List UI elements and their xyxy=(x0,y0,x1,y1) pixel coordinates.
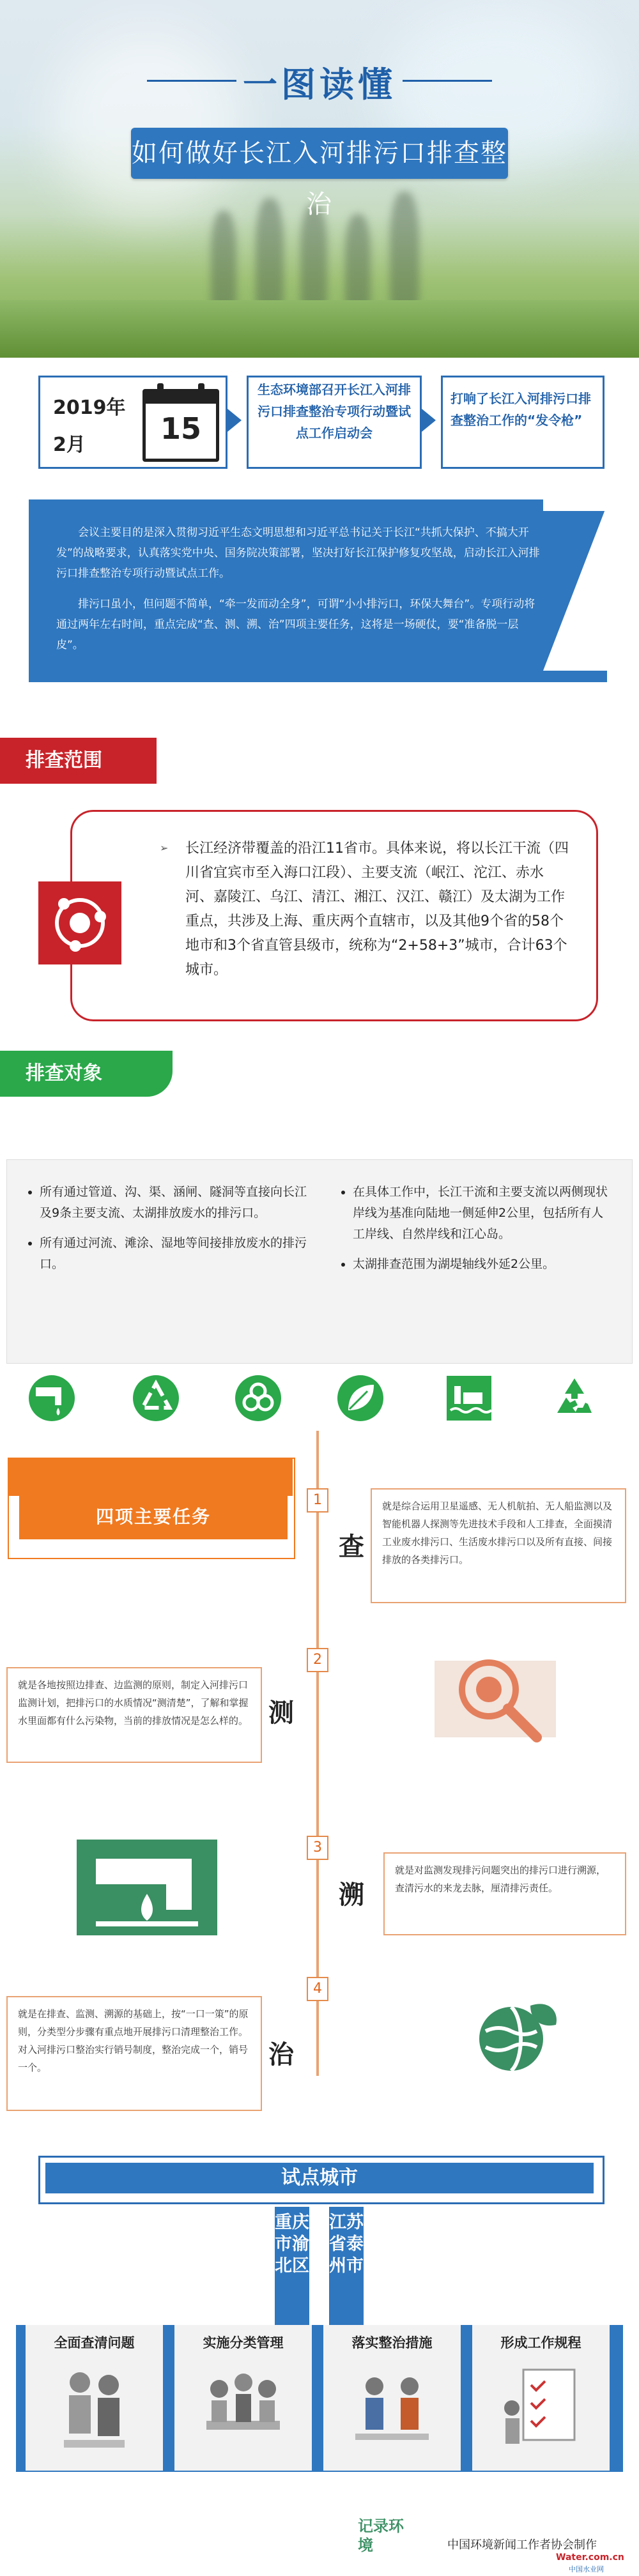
globe-leaf-icon xyxy=(466,1993,562,2082)
objects-left-list xyxy=(26,1182,307,1284)
pilot-card xyxy=(174,2325,312,2471)
list-item: • 所有通过河流、滩涂、湿地等间接排放废水的排污口。 xyxy=(40,1233,307,1275)
range-text: 长江经济带覆盖的沿江11省市。具体来说，将以长江干流（四川省宜宾市至入海口江段）、主要支流（岷江、沱江、赤水河、嘉陵江、乌江、清江、湘江、汉江、赣江）及太湖为工作重点，共涉及上海、重庆两个直辖市，以及其他9个省的58个地市和3个省直管县级市，统称为“2+58+3”城市，合计63个城市。 xyxy=(185,841,569,978)
arrow-right-icon xyxy=(422,409,436,432)
meeting-box xyxy=(247,376,422,469)
task-text: 就是各地按照边排查、边监测的原则，制定入河排污口监测计划，把排污口的水质情况“测清楚”，了解和掌握水里面都有什么污染物，当前的排放情况是怎么样的。 xyxy=(18,1679,249,1726)
intro-text xyxy=(56,522,542,666)
section-tag-objects xyxy=(0,1051,173,1097)
recycle-triangle-icon xyxy=(131,1373,181,1423)
task-number: 4 xyxy=(307,1977,328,2001)
pilot-card xyxy=(323,2325,461,2471)
tag-arrow xyxy=(131,738,157,784)
task-char: 测 xyxy=(268,1698,294,1728)
date-day: 15 xyxy=(160,411,201,446)
task-char: 查 xyxy=(339,1532,364,1562)
footer-credit: 中国环境新闻工作者协会制作 xyxy=(447,2538,597,2552)
watermark-text: Water.com.cn xyxy=(556,2552,624,2563)
task-box-govern xyxy=(6,1996,262,2111)
city-label: 江苏省泰州市 xyxy=(329,2213,364,2276)
meeting-text: 生态环境部召开长江入河排污口排查整治专项行动暨试点工作启动会 xyxy=(258,382,411,441)
task-number: 3 xyxy=(307,1836,328,1860)
subtitle-banner xyxy=(131,128,508,219)
bullet-arrow-icon: ➢ xyxy=(160,842,169,854)
task-box-check xyxy=(371,1488,626,1603)
pilot-card-title: 落实整治措施 xyxy=(351,2335,433,2351)
launch-text: 打响了长江入河排污口排查整治工作的“发令枪” xyxy=(450,391,591,428)
watermark-subtext: 中国水业网 xyxy=(569,2565,604,2573)
task-box-trace xyxy=(383,1852,626,1935)
pipe-outlet-icon xyxy=(27,1373,77,1423)
tasks-title: 四项主要任务 xyxy=(19,1495,288,1539)
intro-paragraph: 会议主要目的是深入贯彻习近平生态文明思想和习近平总书记关于长江“共抓大保护、不搞大开发”的战略要求，认真落实党中央、国务院决策部署，坚决打好长江保护修复攻坚战，启动长江入河排污口排查整治专项行动暨试点工作。 xyxy=(56,526,540,580)
biohazard-icon xyxy=(233,1373,283,1423)
task-char: 治 xyxy=(268,2040,294,2069)
pilot-card xyxy=(26,2325,163,2471)
task-number: 2 xyxy=(307,1648,328,1672)
section-tag-label: 排查对象 xyxy=(26,1062,102,1085)
list-item: • 太湖排查范围为湖堤轴线外延2公里。 xyxy=(353,1254,613,1275)
section-tag-label: 排查范围 xyxy=(26,749,102,772)
checklist-icon xyxy=(498,2363,584,2462)
task-text: 就是综合运用卫星遥感、无人机航拍、无人船监测以及智能机器人探测等先进技术手段和人工排查，全面摸清工业废水排污口、生活废水排污口以及所有直接、间接排放的各类排污口。 xyxy=(382,1500,613,1566)
page-title: 一图读懂 xyxy=(243,65,396,105)
pilot-card xyxy=(472,2325,610,2471)
launch-box xyxy=(441,376,604,469)
pilot-title-bar xyxy=(38,2156,604,2204)
pilot-title: 试点城市 xyxy=(45,2163,594,2193)
list-item: • 所有通过管道、沟、渠、涵闸、隧洞等直接向长江及9条主要支流、太湖排放废水的排污口。 xyxy=(40,1182,307,1224)
intro-tab xyxy=(29,499,543,511)
date-year: 2019年 xyxy=(53,397,126,419)
pilot-card-title: 实施分类管理 xyxy=(203,2335,284,2351)
meeting-people-icon xyxy=(200,2363,286,2462)
task-box-measure xyxy=(6,1667,262,1763)
page-subtitle: 如何做好长江入河排污口排查整治 xyxy=(132,139,507,219)
water-drop-icon xyxy=(77,1840,217,1935)
pilot-city-yubei xyxy=(275,2207,309,2341)
list-item: • 在具体工作中，长江干流和主要支流以两侧现状岸线为基准向陆地一侧延伸2公里，包括所有人工岸线、自然岸线和江心岛。 xyxy=(353,1182,613,1245)
workers-icon xyxy=(349,2363,435,2462)
intro-corner-cut xyxy=(543,505,607,671)
task-char: 溯 xyxy=(339,1880,364,1910)
tasks-title-top xyxy=(8,1458,293,1496)
factory-water-icon xyxy=(444,1373,494,1423)
footer-logo: 记录环境 xyxy=(358,2517,404,2554)
task-text: 就是对监测发现排污问题突出的排污口进行溯源，查清污水的来龙去脉，厘清排污责任。 xyxy=(395,1864,606,1894)
magnifier-icon xyxy=(435,1648,556,1750)
date-month: 2月 xyxy=(53,434,86,456)
leaf-icon xyxy=(335,1373,385,1423)
arrow-right-icon xyxy=(227,409,242,432)
target-icon xyxy=(38,881,121,964)
objects-right-list xyxy=(339,1182,613,1284)
pilot-card-title: 全面查清问题 xyxy=(54,2335,135,2351)
task-number: 1 xyxy=(307,1488,328,1513)
date-box xyxy=(38,376,227,469)
intro-paragraph: 排污口虽小，但问题不简单，“牵一发而动全身”，可谓“小小排污口，环保大舞台”。专项行动将通过两年左右时间，重点完成“查、测、溯、治”四项主要任务，这将是一场硬仗，要“准备脱一层皮”。 xyxy=(56,598,535,652)
pilot-card-title: 形成工作规程 xyxy=(500,2335,581,2351)
task-text: 就是在排查、监测、溯源的基础上，按“一口一策”的原则，分类型分步骤有重点地开展排污口清理整治工作。对入河排污口整治实行销号制度，整治完成一个，销号一个。 xyxy=(18,2008,249,2073)
recycle-icon xyxy=(550,1373,599,1423)
city-label: 重庆市渝北区 xyxy=(275,2213,309,2276)
pilot-city-taizhou xyxy=(329,2207,364,2341)
calendar-icon xyxy=(142,389,219,462)
people-icon xyxy=(51,2363,137,2462)
